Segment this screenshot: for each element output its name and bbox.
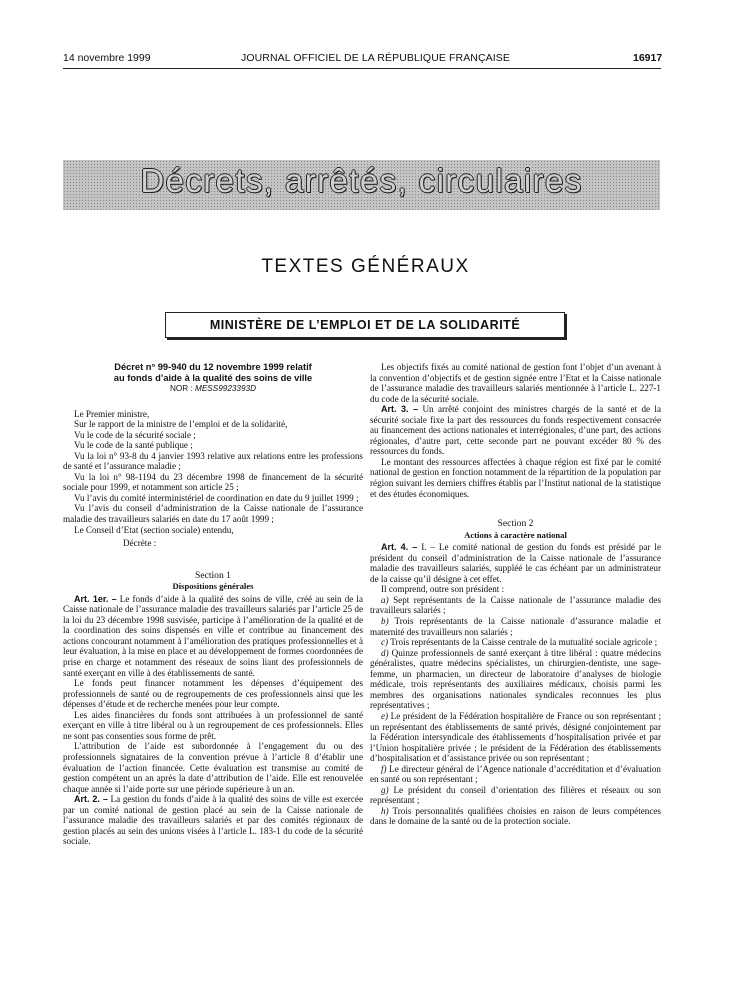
list-item — [370, 595, 661, 616]
nor-reference — [63, 384, 363, 395]
paragraph: Le montant des ressources affectées à chaque région est fixé par le comité national de gestion en fonction notamment de la répartition de la population par région suivant les derniers chiffres établis par l’Institut national de la statistique et des études économiques. — [370, 456, 661, 499]
visa-line: Sur le rapport de la ministre de l’emploi et de la solidarité, — [74, 419, 288, 430]
issue-date: 14 novembre 1999 — [63, 52, 151, 64]
list-text: Quinze professionnels de santé exerçant à titre libéral : quatre médecins généralistes, quatre médecins spécialistes, un chirurgien-dentiste, une sage-femme, un pharmacien, un directeur de laboratoire d’analyses de biologie médicale, trois représentants des auxiliaires médicaux, choisis parmi les membres des organisations nationales syndicales reconnues les plus représentatives ; — [370, 647, 661, 711]
nor-label: NOR : — [169, 384, 196, 393]
list-text: Le président du conseil d’orientation des filières et réseaux ou son représentant ; — [370, 784, 661, 806]
list-text: Trois personnalités qualifiées choisies en raison de leurs compétences dans le domaine de la santé ou de la protection sociale. — [370, 805, 661, 827]
list-item — [370, 785, 661, 806]
spacer — [370, 499, 661, 517]
list-item — [370, 648, 661, 711]
list-text: Trois représentants de la Caisse nationale d’assurance maladie et maternité des travailleurs non salariés ; — [370, 616, 661, 637]
visa-line: Vu le code de la santé publique ; — [74, 440, 193, 451]
page-header — [0, 52, 731, 68]
nor-code: MESS9923393D — [195, 384, 257, 393]
article-4-label: Art. 4. – — [381, 542, 418, 553]
journal-title: JOURNAL OFFICIEL DE LA RÉPUBLIQUE FRANÇAISE — [241, 52, 510, 64]
article-1-label: Art. 1er. – — [74, 593, 117, 604]
section-1-heading: Section 1 — [195, 569, 231, 581]
list-letter: h) — [381, 805, 389, 816]
article-2 — [63, 794, 363, 847]
list-letter: g) — [381, 784, 389, 795]
rubrique-heading: TEXTES GÉNÉRAUX — [261, 256, 470, 277]
decree-title-line2: au fonds d’aide à la qualité des soins de ville — [113, 373, 313, 383]
list-text: Le président de la Fédération hospitalière de France ou son représentant ; un représentant des établissements de santé privés, désigné conjointement par la Fédération intersyndicale des établissements d’hospitalisation privée et par l’Union hospitalière privée ; le président de la Fédération des établissements d’hospitalisation et d’assistance privée ou son représentant ; — [370, 710, 661, 764]
list-item — [370, 764, 661, 785]
paragraph: Le fonds peut financer notamment les dépenses d’équipement des professionnels de santé ou de regroupements de ces professionnels ainsi que les dépenses d’étude et de recherche menées pour leur compte. — [63, 678, 363, 710]
article-1-text: Le fonds d’aide à la qualité des soins de ville, créé au sein de la Caisse nationale de l’assurance maladie des travailleurs salariés par l’article 25 de la loi du 23 décembre 1998 susvisée, participe à l’amélioration de la qualité et de la coordination des soins dispensés en ville et contribue au financement des actions concourant notamment à l’amélioration des pratiques professionnelles et à leur évaluation, à la mise en place et au développement de formes coordonnées de prise en charge et notamment des réseaux de soins liant des professionnels de santé exerçant en ville à des établissements de santé. — [63, 593, 363, 678]
decrete-label: Décrète : — [123, 538, 157, 549]
list-letter: b) — [381, 616, 389, 627]
visa-line: Vu la loi n° 98-1194 du 23 décembre 1998 de financement de la sécurité sociale pour 1999, et notamment son article 25 ; — [63, 471, 363, 493]
section-1-title: Dispositions générales — [172, 581, 254, 592]
visa-line: Vu le code de la sécurité sociale ; — [74, 429, 196, 440]
right-column — [370, 362, 661, 827]
visa-line: Vu l’avis du conseil d’administration de la Caisse nationale de l’assurance maladie des travailleurs salariés en date du 17 août 1999 ; — [63, 503, 363, 525]
list-item — [370, 637, 661, 648]
list-letter: e) — [381, 710, 389, 721]
list-text: Sept représentants de la Caisse nationale de l’assurance maladie des travailleurs salariés ; — [370, 594, 661, 616]
banner-title: Décrets, arrêtés, circulaires — [140, 162, 583, 199]
paragraph: Les aides financières du fonds sont attribuées à un professionnel de santé exerçant en ville à titre libéral ou à un regroupement de ces professionnels. Elles ne sont pas consenties sous forme de prêt. — [63, 709, 363, 741]
left-column — [63, 362, 363, 847]
header-rule — [63, 68, 661, 69]
paragraph: Il comprend, outre son président : — [381, 584, 505, 595]
visa-line: Vu la loi n° 93-8 du 4 janvier 1993 relative aux relations entre les professions de santé et l’assurance maladie ; — [63, 450, 363, 472]
article-2-text: La gestion du fonds d’aide à la qualité des soins de ville est exercée par un comité national de gestion placé au sein de la Caisse nationale de l’assurance maladie des travailleurs salariés et par des comités régionaux de gestion placés au sein des unions visées à l’article L. 183-1 du code de la sécurité sociale. — [63, 794, 363, 847]
list-text: Le directeur général de l’Agence nationale d’accréditation et d’évaluation en santé ou son représentant ; — [370, 763, 661, 785]
visa-line: Le Premier ministre, — [74, 408, 150, 419]
paragraph: Les objectifs fixés au comité national de gestion font l’objet d’un avenant à la convention d’objectifs et de gestion signée entre l’Etat et la Caisse nationale de l’assurance maladie des travailleurs salariés mentionnée à l’article L. 227-1 du code de la sécurité sociale. — [370, 362, 661, 404]
section-2-heading: Section 2 — [497, 518, 534, 530]
list-text: Trois représentants de la Caisse centrale de la mutualité sociale agricole ; — [388, 637, 658, 648]
list-item — [370, 806, 661, 827]
paragraph: L’attribution de l’aide est subordonnée à l’engagement du ou des professionnels signataires de la convention prévue à l’article 8 d’établir une évaluation de l’action financée. Cette évaluation est transmise au comité de gestion compétent un an après la date d’attribution de l’aide. Elle est renouvelée chaque année si l’aide porte sur une période supérieure à un an. — [63, 741, 363, 794]
list-letter: d) — [381, 647, 389, 658]
ministry-box: MINISTÈRE DE L’EMPLOI ET DE LA SOLIDARITÉ — [165, 312, 565, 338]
article-4 — [370, 542, 661, 584]
article-3 — [370, 404, 661, 457]
list-letter: c) — [381, 637, 389, 648]
article-2-label: Art. 2. – — [74, 794, 108, 805]
page-number: 16917 — [633, 52, 663, 64]
visa-line: Le Conseil d’Etat (section sociale) entendu, — [74, 524, 234, 535]
article-1 — [63, 594, 363, 678]
list-letter: a) — [381, 594, 389, 605]
article-4-text: I. – Le comité national de gestion du fonds est présidé par le président du conseil d’administration de la Caisse nationale de l’assurance maladie des travailleurs salariés, suppléé le cas échéant par un administrateur de la caisse qu’il désigne à cet effet. — [370, 542, 661, 584]
list-letter: f) — [381, 763, 387, 774]
article-3-label: Art. 3. – — [381, 404, 419, 415]
list-item — [370, 711, 661, 764]
visa-line: Vu l’avis du comité interministériel de coordination en date du 9 juillet 1999 ; — [74, 492, 359, 503]
section-2-title: Actions à caractère national — [464, 529, 567, 540]
decree-title-line1: Décret n° 99-940 du 12 novembre 1999 relatif — [114, 362, 312, 372]
article-3-text: Un arrêté conjoint des ministres chargés de la santé et de la sécurité sociale fixe la part des ressources du fonds respectivement consacrée au financement des actions nationales et interrégionales, d’une part, des actions régionales, d’autre part, cette seconde part ne pouvant excéder 80 % des ressources du fonds. — [370, 404, 662, 457]
list-item — [370, 616, 661, 637]
